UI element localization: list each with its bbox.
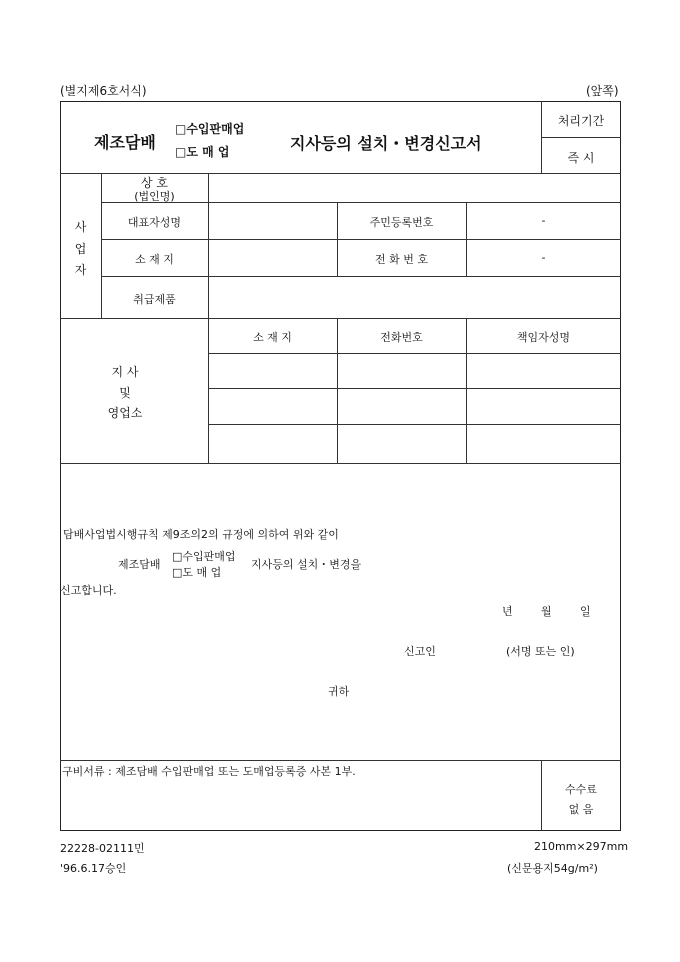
title-prefix: 제조담배	[94, 133, 156, 152]
declaration-checkbox-wholesale[interactable]: □도 매 업	[172, 566, 222, 579]
business-label-2: 업	[74, 242, 87, 256]
processing-period-value: 즉 시	[567, 151, 595, 165]
processing-period-label: 처리기간	[557, 114, 605, 128]
branch-row-2-phone[interactable]	[338, 389, 465, 423]
declarant-label: 신고인	[404, 645, 436, 658]
declaration-line-3: 신고합니다.	[60, 584, 117, 597]
page-side: (앞쪽)	[586, 84, 619, 98]
branch-row-1-manager[interactable]	[467, 354, 620, 387]
form-number: (별지제6호서식)	[60, 84, 147, 98]
address-label: 소 재 지	[135, 253, 174, 266]
declaration-suffix: 지사등의 설치・변경을	[251, 558, 362, 571]
declaration-prefix: 제조담배	[118, 558, 161, 571]
branch-row-2-address[interactable]	[209, 389, 336, 423]
branch-col-manager: 책임자성명	[516, 331, 571, 344]
branch-row-1-phone[interactable]	[338, 354, 465, 387]
addressee: 귀하	[328, 685, 350, 698]
branch-label-1: 지 사	[111, 365, 139, 379]
representative-field[interactable]	[209, 203, 336, 238]
branch-row-3-address[interactable]	[209, 425, 336, 462]
branch-row-1-address[interactable]	[209, 354, 336, 387]
resident-number-label: 주민등록번호	[369, 216, 434, 229]
document-title: 지사등의 설치・변경신고서	[290, 134, 482, 153]
title-checkbox-wholesale[interactable]: □도 매 업	[175, 145, 230, 159]
branch-col-address: 소 재 지	[253, 331, 292, 344]
corporate-name-label: (법인명)	[134, 190, 175, 203]
business-label-1: 사	[74, 220, 87, 234]
branch-label-2: 및	[119, 386, 131, 400]
paper-size: 210mm×297mm	[534, 840, 629, 853]
phone-label: 전 화 번 호	[375, 253, 428, 266]
branch-label-3: 영업소	[107, 406, 143, 420]
signature-label[interactable]: (서명 또는 인)	[506, 645, 575, 658]
declaration-line-1: 담배사업법시행규칙 제9조의2의 규정에 의하여 위와 같이	[63, 528, 339, 541]
branch-row-2-manager[interactable]	[467, 389, 620, 423]
trade-name-field[interactable]	[209, 174, 620, 201]
paper-type: (신문용지54g/m²)	[507, 862, 598, 875]
phone-field[interactable]: -	[541, 251, 546, 264]
fee-label: 수수료	[565, 783, 597, 796]
title-checkbox-import[interactable]: □수입판매업	[175, 122, 245, 136]
representative-label: 대표자성명	[127, 216, 182, 229]
products-field[interactable]	[209, 277, 620, 317]
branch-row-3-manager[interactable]	[467, 425, 620, 462]
date-day[interactable]: 일	[580, 605, 591, 618]
declaration-checkbox-import[interactable]: □수입판매업	[172, 550, 236, 563]
form-code: 22228-02111민	[60, 842, 145, 855]
products-label: 취급제품	[133, 293, 176, 306]
date-year[interactable]: 년	[502, 605, 513, 618]
branch-row-3-phone[interactable]	[338, 425, 465, 462]
trade-name-label: 상 호	[141, 176, 168, 190]
business-label-3: 자	[74, 263, 87, 277]
date-month[interactable]: 월	[541, 605, 552, 618]
resident-number-field[interactable]: -	[541, 214, 546, 227]
address-field[interactable]	[209, 240, 336, 275]
branch-col-phone: 전화번호	[380, 331, 423, 344]
fee-value: 없 음	[568, 803, 594, 816]
approval-date: '96.6.17승인	[60, 862, 127, 875]
form-frame	[60, 101, 621, 831]
required-documents: 구비서류 : 제조담배 수입판매업 또는 도매업등록증 사본 1부.	[62, 765, 356, 778]
